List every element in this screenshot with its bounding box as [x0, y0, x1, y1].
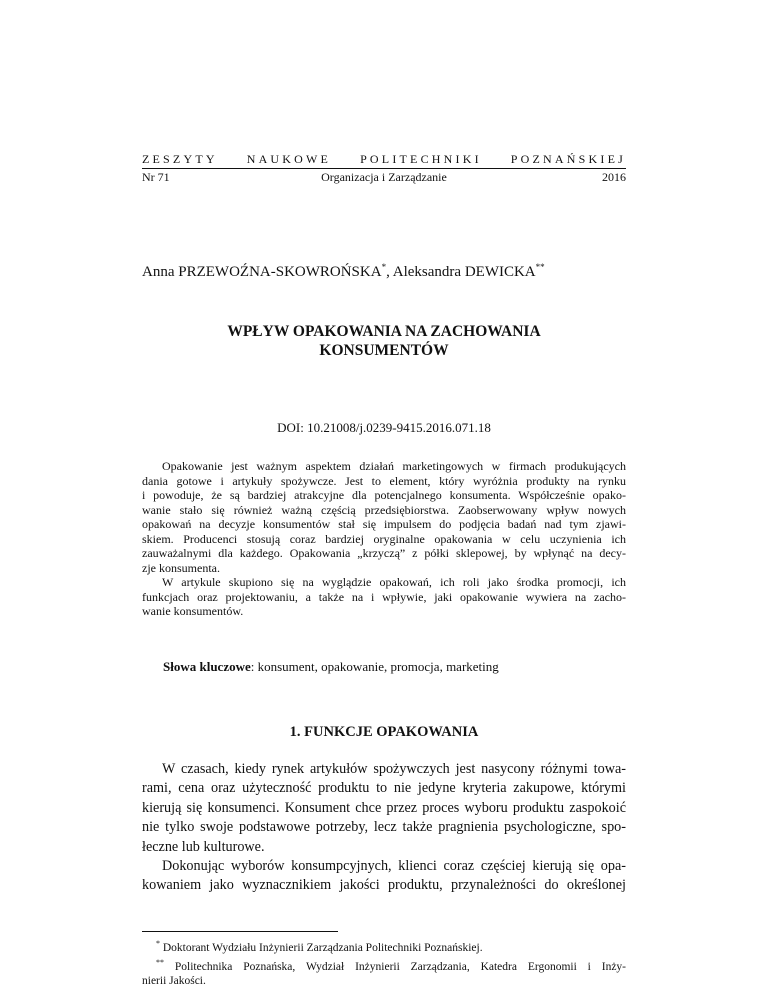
- author-name: Anna PRZEWOŹNA-SKOWROŃSKA: [142, 264, 382, 280]
- journal-series: Organizacja i Zarządzanie: [321, 170, 447, 184]
- keywords-text: : konsument, opakowanie, promocja, marketing: [250, 659, 499, 674]
- body-line: W czasach, kiedy rynek artykułów spożywczych jest nasycony różnymi towa-: [162, 761, 626, 777]
- body-line: kierują się konsumenci. Konsument chce przez proces wyboru produktu zaspokoić: [142, 799, 626, 816]
- header-rule: [142, 168, 626, 169]
- abstract-line: W artykule skupiono się na wyglądzie opakowań, ich roli jako środka promocji, ich: [162, 575, 626, 589]
- abstract-line: dania gotowe i artykuły spożywcze. Jest to element, który wyróżnia produkty na rynku: [142, 473, 626, 488]
- abstract-line: i powoduje, że są bardziej atrakcyjne dla potencjalnego konsumenta. Współcześnie opako-: [142, 488, 626, 502]
- journal-name-word: NAUKOWE: [246, 152, 332, 166]
- abstract-line: wanie stało się również ważną częścią przedsiębiorstwa. Zaobserwowany wpływ nowych: [142, 502, 626, 517]
- abstract-line: opakowań na decyzje konsumentów stał się impulsem do podjęcia badań nad tym zjawi-: [142, 517, 626, 531]
- footnote-mark: *: [381, 262, 387, 272]
- abstract-line: funkcjach oraz projektowaniu, a także na i wpływie, jaki opakowanie wywiera na zacho-: [142, 589, 626, 604]
- body-line: nie tylko swoje podstawowe potrzeby, lecz także pragnienia psychologiczne, spo-: [142, 819, 626, 836]
- footnote-mark: **: [535, 262, 545, 272]
- abstract-line: wanie konsumentów.: [142, 604, 244, 618]
- footnote-mark: **: [156, 957, 164, 967]
- body-line: kowaniem jako wyznacznikiem jakości produktu, przynależności do określonej: [142, 877, 626, 894]
- body-line: Dokonując wyborów konsumpcyjnych, klienci coraz częściej kierują się opa-: [162, 858, 626, 875]
- journal-name-word: ZESZYTY: [142, 152, 218, 166]
- author-name: Aleksandra DEWICKA: [392, 264, 536, 280]
- issue-number: Nr 71: [142, 170, 170, 184]
- footnote-mark: *: [156, 939, 160, 948]
- abstract: [142, 459, 626, 619]
- running-header: [142, 170, 626, 184]
- body-line: rami, cena oraz użyteczność produktu to nie jedyne kryteria zakupowe, którymi: [142, 780, 626, 797]
- footnote-text: Politechnika Poznańska, Wydział Inżynierii Zarządzania, Katedra Ergonomii i Inży-: [174, 960, 627, 973]
- body-line: łeczne lub kulturowe.: [142, 838, 265, 855]
- title-line: KONSUMENTÓW: [319, 341, 449, 359]
- article-title: [142, 323, 626, 360]
- abstract-line: zje konsumenta.: [142, 560, 220, 575]
- abstract-line: zauważalnymi dla każdego. Opakowania „krzyczą” z półki sklepowej, by wpłynąć na decy-: [142, 546, 626, 560]
- footnotes: [142, 937, 626, 989]
- journal-name: [142, 152, 626, 166]
- publication-year: 2016: [602, 170, 626, 184]
- body-text: [142, 760, 626, 896]
- footnote: [142, 956, 626, 975]
- footnote-text: Doktorant Wydziału Inżynierii Zarządzania Politechniki Poznańskiej.: [162, 942, 483, 954]
- footnote: [142, 937, 626, 956]
- doi: DOI: 10.21008/j.0239-9415.2016.071.18: [277, 420, 491, 435]
- section-heading: 1. FUNKCJE OPAKOWANIA: [289, 724, 479, 740]
- author-separator: ,: [386, 264, 393, 280]
- journal-name-word: POLITECHNIKI: [360, 152, 482, 166]
- abstract-line: Opakowanie jest ważnym aspektem działań marketingowych w firmach produkujących: [162, 459, 626, 473]
- keywords-label: Słowa kluczowe: [163, 659, 251, 674]
- keywords: [163, 659, 499, 675]
- abstract-line: skiem. Producenci stosują coraz bardziej oryginalne opakowania w celu uczynienia ich: [142, 531, 626, 546]
- title-line: WPŁYW OPAKOWANIA NA ZACHOWANIA: [227, 323, 541, 340]
- author-line: [142, 258, 545, 281]
- footnote-rule: [142, 931, 338, 932]
- footnote-text: nierii Jakości.: [142, 975, 206, 987]
- journal-name-word: POZNAŃSKIEJ: [510, 152, 626, 166]
